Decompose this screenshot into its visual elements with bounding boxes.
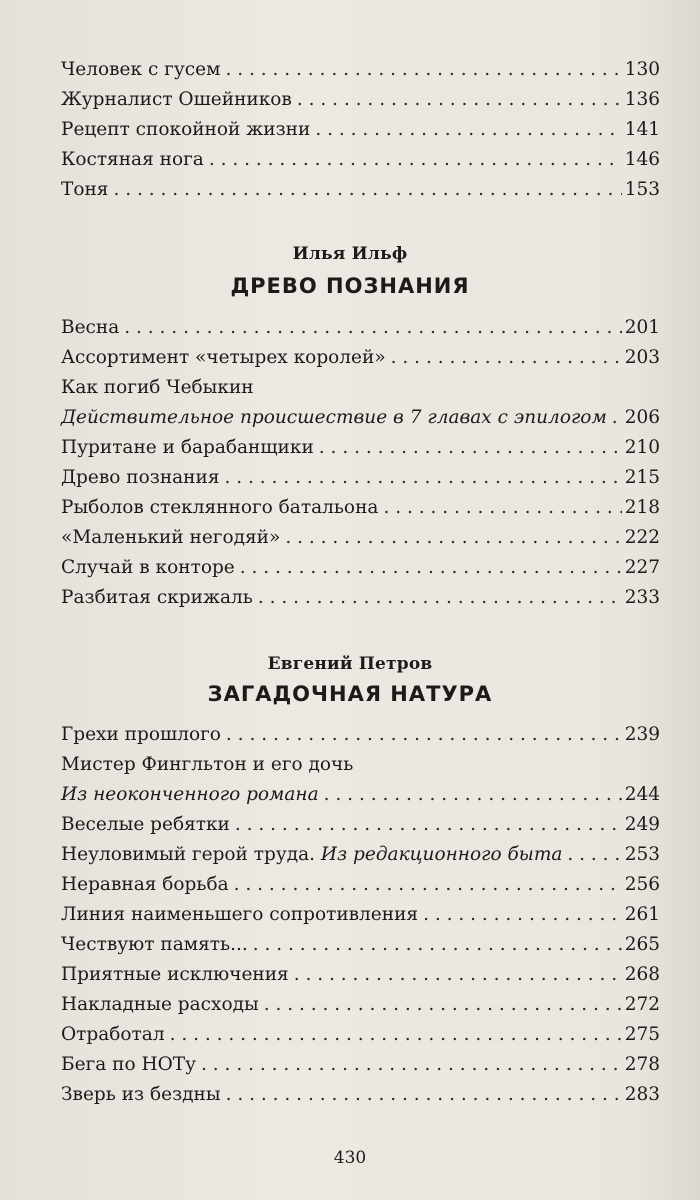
toc-entry-page: 136 [624, 89, 660, 110]
toc-entry-subtitle: Из редакционного быта [320, 844, 563, 865]
dot-leader [383, 493, 621, 523]
toc-entry-page: 206 [624, 407, 660, 428]
dot-leader [113, 175, 621, 205]
toc-entry [61, 990, 660, 1020]
toc-entry-page: 272 [624, 994, 660, 1015]
toc-entry-page: 239 [624, 724, 660, 745]
toc-entry [61, 1080, 660, 1110]
toc-entry-page: 244 [624, 784, 660, 805]
page-number: 430 [333, 1148, 367, 1168]
dot-leader [315, 115, 621, 145]
dot-leader [201, 1050, 622, 1080]
toc-entry [61, 930, 660, 960]
dot-leader [225, 55, 621, 85]
toc-entry [61, 1020, 660, 1050]
toc-entry-page: 146 [624, 149, 660, 170]
dot-leader [226, 720, 622, 750]
dot-leader [225, 463, 622, 493]
dot-leader [264, 990, 622, 1020]
toc-entry [61, 810, 660, 840]
toc-entry-title: Древо познания [61, 467, 220, 488]
toc-entry [61, 750, 660, 780]
toc-entry-subtitle: Действительное происшествие в 7 главах с эпилогом [61, 407, 607, 428]
toc-entry-page: 233 [624, 587, 660, 608]
toc-entry [61, 523, 660, 553]
toc-entry-title: Отработал [61, 1024, 165, 1045]
toc-block-1 [61, 55, 660, 205]
toc-entry-title: Разбитая скрижаль [61, 587, 253, 608]
toc-entry-title: Ассортимент «четырех королей» [61, 347, 386, 368]
dot-leader [324, 780, 622, 810]
dot-leader [253, 930, 622, 960]
toc-entry-title: Приятные исключения [61, 964, 289, 985]
section-author-ilf: Илья Ильф [292, 244, 408, 264]
dot-leader [319, 433, 622, 463]
toc-entry-title: Тоня [61, 179, 109, 200]
toc-entry [61, 583, 660, 613]
dot-leader [124, 313, 621, 343]
dot-leader [391, 343, 622, 373]
toc-entry-page: 256 [624, 874, 660, 895]
toc-entry-title: Костяная нога [61, 149, 204, 170]
dot-leader [285, 523, 621, 553]
toc-entry-subtitle-row [61, 403, 660, 433]
dot-leader [235, 810, 622, 840]
dot-leader [226, 1080, 622, 1110]
toc-entry [61, 313, 660, 343]
toc-entry [61, 343, 660, 373]
dot-leader [209, 145, 622, 175]
toc-entry [61, 145, 660, 175]
toc-entry-page: 201 [624, 317, 660, 338]
toc-entry-title: Рыболов стеклянного батальона [61, 497, 379, 518]
toc-entry [61, 493, 660, 523]
toc-entry [61, 870, 660, 900]
toc-entry-title: Бега по НОТу [61, 1054, 197, 1075]
toc-entry-title: Случай в конторе [61, 557, 235, 578]
toc-entry [61, 175, 660, 205]
toc-entry-page: 261 [624, 904, 660, 925]
dot-leader [234, 870, 622, 900]
toc-block-2 [61, 313, 660, 613]
toc-entry-title: Чествуют память... [61, 934, 248, 955]
toc-entry-title: Журналист Ошейников [61, 89, 292, 110]
toc-entry-title: «Маленький негодяй» [61, 527, 281, 548]
toc-entry-page: 222 [624, 527, 660, 548]
dot-leader [258, 583, 622, 613]
toc-entry [61, 1050, 660, 1080]
toc-entry [61, 900, 660, 930]
toc-entry-title: Линия наименьшего сопротивления [61, 904, 419, 925]
toc-entry-title: Как погиб Чебыкин [61, 377, 254, 398]
toc-entry-page: 275 [624, 1024, 660, 1045]
toc-entry-page: 203 [624, 347, 660, 368]
toc-entry-subtitle: Из неоконченного романа [61, 784, 319, 805]
toc-entry-page: 215 [624, 467, 660, 488]
toc-entry [61, 373, 660, 403]
section-title-ilf: ДРЕВО ПОЗНАНИЯ [230, 274, 470, 298]
dot-leader [297, 85, 622, 115]
toc-entry-page: 283 [624, 1084, 660, 1105]
toc-entry-page: 278 [624, 1054, 660, 1075]
toc-entry-page: 141 [624, 119, 660, 140]
dot-leader [612, 403, 622, 433]
toc-entry [61, 720, 660, 750]
section-title-petrov: ЗАГАДОЧНАЯ НАТУРА [207, 682, 493, 706]
toc-entry [61, 960, 660, 990]
toc-entry-title: Грехи прошлого [61, 724, 221, 745]
toc-entry-title-main: Неуловимый герой труда. [61, 844, 316, 865]
section-author-petrov: Евгений Петров [267, 654, 433, 674]
toc-entry-page: 153 [624, 179, 660, 200]
toc-entry-page: 268 [624, 964, 660, 985]
toc-entry-subtitle-row [61, 780, 660, 810]
toc-entry-page: 253 [624, 844, 660, 865]
toc-entry [61, 55, 660, 85]
toc-entry-title: Зверь из бездны [61, 1084, 221, 1105]
dot-leader [240, 553, 622, 583]
toc-entry-title: Накладные расходы [61, 994, 259, 1015]
toc-entry [61, 553, 660, 583]
toc-entry [61, 115, 660, 145]
toc-entry [61, 433, 660, 463]
dot-leader [567, 840, 621, 870]
toc-entry-title: Неравная борьба [61, 874, 229, 895]
toc-entry-title: Рецепт спокойной жизни [61, 119, 311, 140]
toc-entry-title: Мистер Фингльтон и его дочь [61, 754, 354, 775]
dot-leader [294, 960, 622, 990]
toc-entry [61, 85, 660, 115]
toc-entry-title: Пуритане и барабанщики [61, 437, 314, 458]
toc-entry-title: Веселые ребятки [61, 814, 230, 835]
toc-entry [61, 463, 660, 493]
toc-entry-page: 265 [624, 934, 660, 955]
toc-entry-page: 218 [624, 497, 660, 518]
toc-entry-page: 227 [624, 557, 660, 578]
toc-entry-page: 249 [624, 814, 660, 835]
toc-entry-page: 130 [624, 59, 660, 80]
dot-leader [423, 900, 622, 930]
toc-entry-page: 210 [624, 437, 660, 458]
toc-entry-title [61, 840, 562, 870]
dot-leader [170, 1020, 622, 1050]
toc-block-3 [61, 720, 660, 1110]
toc-entry [61, 840, 660, 870]
toc-entry-title: Весна [61, 317, 120, 338]
toc-entry-title: Человек с гусем [61, 59, 221, 80]
